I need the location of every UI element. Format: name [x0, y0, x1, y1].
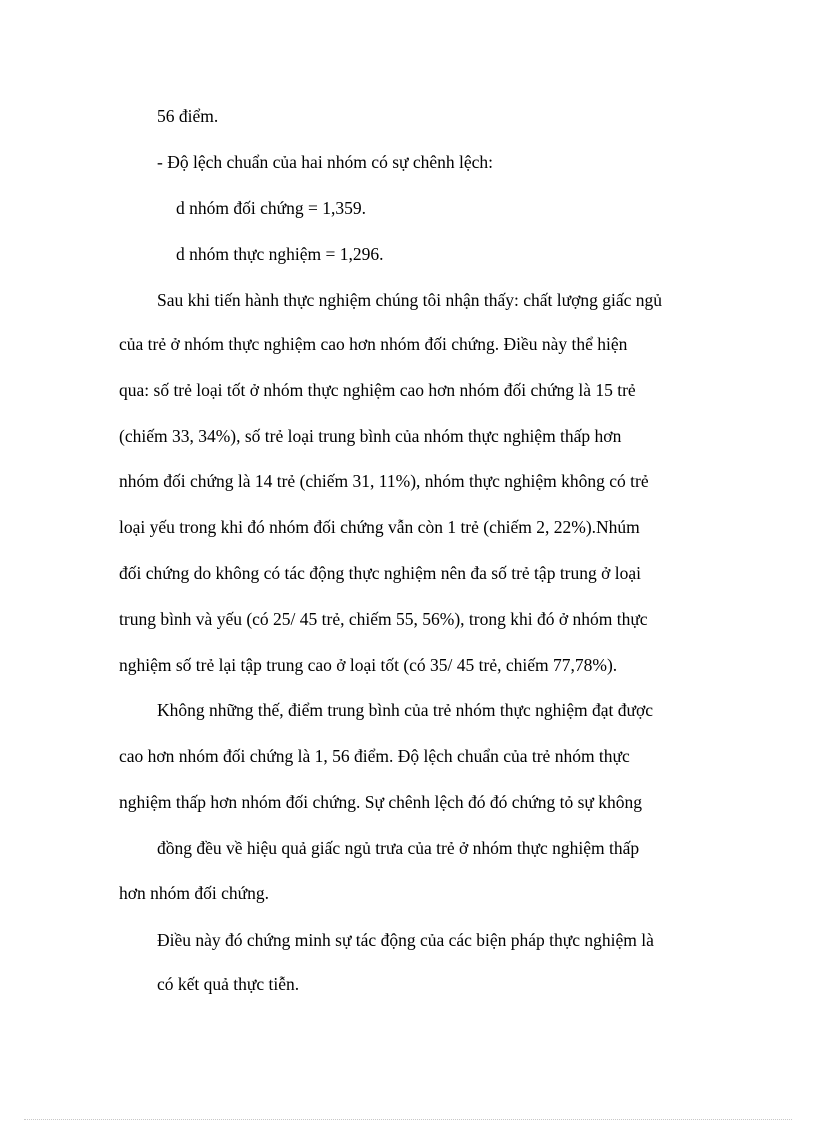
text-line: đối chứng do không có tác động thực nghiệm nên đa số trẻ tập trung ở loại — [119, 563, 642, 583]
text-line: Không những thế, điểm trung bình của trẻ nhóm thực nghiệm đạt được — [157, 700, 654, 720]
text-line: Điều này đó chứng minh sự tác động của các biện pháp thực nghiệm là — [157, 930, 654, 950]
text-line: có kết quả thực tiễn. — [157, 974, 300, 994]
text-line: qua: số trẻ loại tốt ở nhóm thực nghiệm cao hơn nhóm đối chứng là 15 trẻ — [119, 380, 636, 400]
text-line: nghiệm thấp hơn nhóm đối chứng. Sự chênh lệch đó đó chứng tỏ sự không — [119, 792, 643, 812]
text-line: 56 điểm. — [157, 106, 219, 126]
text-line: d nhóm đối chứng = 1,359. — [176, 198, 366, 218]
text-line: cao hơn nhóm đối chứng là 1, 56 điểm. Độ lệch chuẩn của trẻ nhóm thực — [119, 746, 630, 766]
text-line: trung bình và yếu (có 25/ 45 trẻ, chiếm 55, 56%), trong khi đó ở nhóm thực — [119, 609, 648, 629]
text-line: - Độ lệch chuẩn của hai nhóm có sự chênh lệch: — [157, 152, 494, 172]
text-line: (chiếm 33, 34%), số trẻ loại trung bình của nhóm thực nghiệm thấp hơn — [119, 426, 622, 446]
page-bottom-divider — [24, 1119, 792, 1120]
text-line: Sau khi tiến hành thực nghiệm chúng tôi nhận thấy: chất lượng giấc ngủ — [157, 290, 662, 310]
text-line: đồng đều về hiệu quả giấc ngủ trưa của trẻ ở nhóm thực nghiệm thấp — [157, 838, 640, 858]
text-line: nhóm đối chứng là 14 trẻ (chiếm 31, 11%), nhóm thực nghiệm không có trẻ — [119, 471, 649, 491]
text-line: d nhóm thực nghiệm = 1,296. — [176, 244, 384, 264]
text-line: của trẻ ở nhóm thực nghiệm cao hơn nhóm đối chứng. Điều này thể hiện — [119, 334, 628, 354]
text-line: nghiệm số trẻ lại tập trung cao ở loại tốt (có 35/ 45 trẻ, chiếm 77,78%). — [119, 655, 618, 675]
text-line: hơn nhóm đối chứng. — [119, 883, 269, 903]
text-line: loại yếu trong khi đó nhóm đối chứng vẫn còn 1 trẻ (chiếm 2, 22%).Nhúm — [119, 517, 640, 537]
